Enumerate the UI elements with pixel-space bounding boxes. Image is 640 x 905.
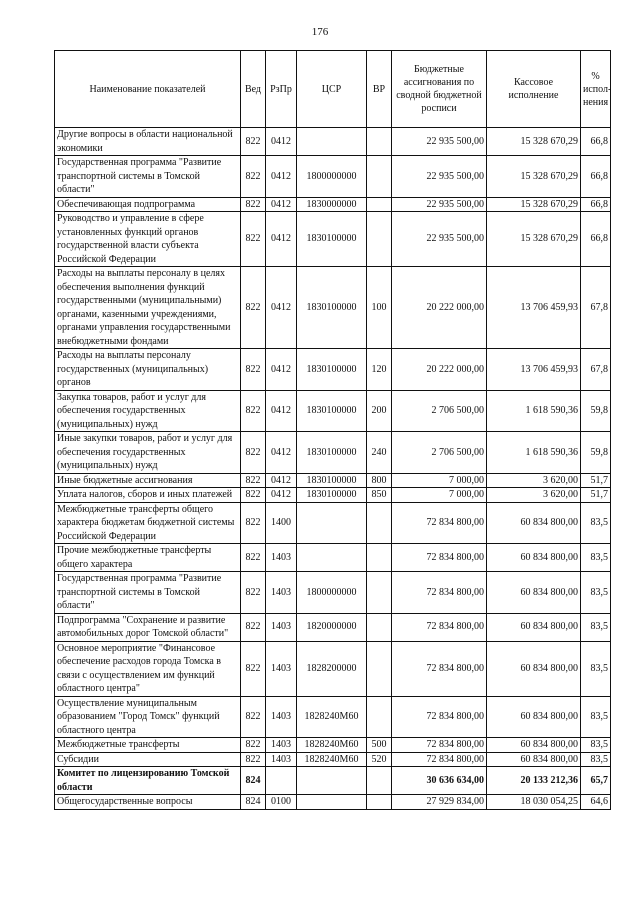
- cell-name: Государственная программа "Развитие транспортной системы в Томской области": [55, 572, 241, 614]
- cell-cash: 60 834 800,00: [487, 752, 581, 767]
- cell-budget: 22 935 500,00: [392, 197, 487, 212]
- cell-cash: 3 620,00: [487, 473, 581, 488]
- cell-name: Подпрограмма "Сохранение и развитие автомобильных дорог Томской области": [55, 613, 241, 641]
- cell-vr: [367, 197, 392, 212]
- header-csr: ЦСР: [297, 51, 367, 128]
- cell-vr: [367, 502, 392, 544]
- cell-percent: 59,8: [581, 390, 611, 432]
- cell-ved: 822: [241, 432, 266, 474]
- cell-name: Межбюджетные трансферты общего характера бюджетам бюджетной системы Российской Федерации: [55, 502, 241, 544]
- cell-csr: 1830100000: [297, 349, 367, 391]
- cell-percent: 83,5: [581, 613, 611, 641]
- cell-vr: 850: [367, 488, 392, 503]
- cell-percent: 83,5: [581, 572, 611, 614]
- cell-cash: 60 834 800,00: [487, 613, 581, 641]
- table-row: [55, 795, 611, 810]
- cell-cash: 13 706 459,93: [487, 267, 581, 349]
- cell-budget: 72 834 800,00: [392, 544, 487, 572]
- cell-name: Осуществление муниципальным образованием "Город Томск" функций областного центра: [55, 696, 241, 738]
- cell-budget: 30 636 634,00: [392, 767, 487, 795]
- cell-rzpr: 0412: [266, 197, 297, 212]
- cell-csr: 1828240М60: [297, 696, 367, 738]
- cell-name: Закупка товаров, работ и услуг для обеспечения государственных (муниципальных) нужд: [55, 390, 241, 432]
- cell-name: Расходы на выплаты персоналу государственных (муниципальных) органов: [55, 349, 241, 391]
- cell-vr: [367, 212, 392, 267]
- cell-ved: 822: [241, 641, 266, 696]
- cell-ved: 822: [241, 738, 266, 753]
- cell-name: Государственная программа "Развитие транспортной системы в Томской области": [55, 156, 241, 198]
- cell-percent: 83,5: [581, 738, 611, 753]
- header-percent: % испол-нения: [581, 51, 611, 128]
- cell-csr: 1830100000: [297, 267, 367, 349]
- cell-rzpr: 1400: [266, 502, 297, 544]
- cell-csr: [297, 502, 367, 544]
- page-number: 176: [311, 26, 329, 38]
- cell-ved: 822: [241, 752, 266, 767]
- header-vr: ВР: [367, 51, 392, 128]
- cell-ved: 822: [241, 613, 266, 641]
- cell-budget: 72 834 800,00: [392, 696, 487, 738]
- cell-cash: 60 834 800,00: [487, 696, 581, 738]
- table-row: [55, 390, 611, 432]
- cell-ved: 824: [241, 795, 266, 810]
- cell-cash: 15 328 670,29: [487, 197, 581, 212]
- cell-percent: 83,5: [581, 544, 611, 572]
- cell-rzpr: 0412: [266, 212, 297, 267]
- table-row: [55, 767, 611, 795]
- cell-csr: 1820000000: [297, 613, 367, 641]
- cell-name: Субсидии: [55, 752, 241, 767]
- cell-rzpr: 0412: [266, 390, 297, 432]
- cell-rzpr: [266, 767, 297, 795]
- header-rzpr: РзПр: [266, 51, 297, 128]
- cell-ved: 822: [241, 488, 266, 503]
- cell-csr: [297, 128, 367, 156]
- cell-name: Обеспечивающая подпрограмма: [55, 197, 241, 212]
- cell-rzpr: 1403: [266, 752, 297, 767]
- cell-vr: 800: [367, 473, 392, 488]
- cell-ved: 822: [241, 390, 266, 432]
- cell-name: Расходы на выплаты персоналу в целях обеспечения выполнения функций государственными (муниципальными) органами, казенными учреждениями, органами управления государственными внебюджетными фондами: [55, 267, 241, 349]
- table-row: [55, 197, 611, 212]
- cell-cash: 1 618 590,36: [487, 432, 581, 474]
- table-row: [55, 752, 611, 767]
- cell-percent: 83,5: [581, 752, 611, 767]
- cell-csr: 1830100000: [297, 488, 367, 503]
- cell-vr: 200: [367, 390, 392, 432]
- cell-cash: 15 328 670,29: [487, 128, 581, 156]
- cell-cash: 60 834 800,00: [487, 572, 581, 614]
- table-row: [55, 156, 611, 198]
- cell-csr: 1830100000: [297, 390, 367, 432]
- cell-percent: 51,7: [581, 488, 611, 503]
- cell-csr: 1828240М60: [297, 752, 367, 767]
- cell-budget: 7 000,00: [392, 473, 487, 488]
- table-row: [55, 488, 611, 503]
- table-header-row: [55, 51, 611, 128]
- table-row: [55, 349, 611, 391]
- cell-vr: [367, 128, 392, 156]
- cell-budget: 7 000,00: [392, 488, 487, 503]
- cell-budget: 72 834 800,00: [392, 572, 487, 614]
- cell-csr: 1830100000: [297, 432, 367, 474]
- cell-name: Иные закупки товаров, работ и услуг для обеспечения государственных (муниципальных) нужд: [55, 432, 241, 474]
- cell-budget: 72 834 800,00: [392, 641, 487, 696]
- cell-ved: 822: [241, 696, 266, 738]
- cell-ved: 822: [241, 473, 266, 488]
- table-row: [55, 128, 611, 156]
- table-row: [55, 502, 611, 544]
- cell-csr: [297, 544, 367, 572]
- cell-rzpr: 0412: [266, 473, 297, 488]
- cell-vr: 520: [367, 752, 392, 767]
- table-row: [55, 696, 611, 738]
- cell-rzpr: 1403: [266, 641, 297, 696]
- cell-csr: 1830100000: [297, 473, 367, 488]
- cell-budget: 22 935 500,00: [392, 212, 487, 267]
- table-row: [55, 738, 611, 753]
- cell-rzpr: 0412: [266, 156, 297, 198]
- cell-csr: 1830000000: [297, 197, 367, 212]
- table-row: [55, 473, 611, 488]
- table-body: [55, 128, 611, 810]
- cell-vr: [367, 795, 392, 810]
- cell-name: Уплата налогов, сборов и иных платежей: [55, 488, 241, 503]
- cell-ved: 822: [241, 128, 266, 156]
- cell-percent: 66,8: [581, 212, 611, 267]
- cell-name: Руководство и управление в сфере установленных функций органов государственной власти субъекта Российской Федерации: [55, 212, 241, 267]
- cell-budget: 72 834 800,00: [392, 752, 487, 767]
- cell-name: Основное мероприятие "Финансовое обеспечение расходов города Томска в связи с осуществлением им функций областного центра": [55, 641, 241, 696]
- cell-percent: 65,7: [581, 767, 611, 795]
- cell-ved: 822: [241, 349, 266, 391]
- cell-rzpr: 0412: [266, 267, 297, 349]
- cell-cash: 20 133 212,36: [487, 767, 581, 795]
- cell-rzpr: 0412: [266, 349, 297, 391]
- cell-percent: 51,7: [581, 473, 611, 488]
- table-row: [55, 267, 611, 349]
- cell-cash: 15 328 670,29: [487, 212, 581, 267]
- cell-budget: 72 834 800,00: [392, 738, 487, 753]
- cell-percent: 66,8: [581, 197, 611, 212]
- cell-ved: 822: [241, 197, 266, 212]
- cell-cash: 60 834 800,00: [487, 544, 581, 572]
- cell-cash: 13 706 459,93: [487, 349, 581, 391]
- cell-cash: 60 834 800,00: [487, 502, 581, 544]
- table-row: [55, 432, 611, 474]
- cell-csr: 1828200000: [297, 641, 367, 696]
- cell-ved: 822: [241, 212, 266, 267]
- cell-rzpr: 1403: [266, 696, 297, 738]
- cell-name: Межбюджетные трансферты: [55, 738, 241, 753]
- table-row: [55, 212, 611, 267]
- cell-rzpr: 0412: [266, 128, 297, 156]
- table-row: [55, 641, 611, 696]
- cell-budget: 2 706 500,00: [392, 390, 487, 432]
- cell-vr: [367, 696, 392, 738]
- cell-csr: 1800000000: [297, 572, 367, 614]
- cell-csr: 1830100000: [297, 212, 367, 267]
- cell-budget: 20 222 000,00: [392, 349, 487, 391]
- cell-percent: 83,5: [581, 696, 611, 738]
- cell-percent: 64,6: [581, 795, 611, 810]
- cell-percent: 83,5: [581, 502, 611, 544]
- cell-percent: 67,8: [581, 267, 611, 349]
- cell-vr: 100: [367, 267, 392, 349]
- cell-percent: 67,8: [581, 349, 611, 391]
- cell-cash: 3 620,00: [487, 488, 581, 503]
- budget-execution-table: [54, 50, 611, 810]
- cell-cash: 18 030 054,25: [487, 795, 581, 810]
- cell-name: Иные бюджетные ассигнования: [55, 473, 241, 488]
- cell-vr: [367, 613, 392, 641]
- cell-rzpr: 0412: [266, 432, 297, 474]
- cell-vr: [367, 156, 392, 198]
- cell-name: Прочие межбюджетные трансферты общего характера: [55, 544, 241, 572]
- cell-rzpr: 1403: [266, 738, 297, 753]
- cell-ved: 822: [241, 502, 266, 544]
- cell-vr: 500: [367, 738, 392, 753]
- cell-vr: [367, 641, 392, 696]
- cell-name: Комитет по лицензированию Томской области: [55, 767, 241, 795]
- cell-csr: [297, 767, 367, 795]
- cell-rzpr: 0100: [266, 795, 297, 810]
- cell-vr: 120: [367, 349, 392, 391]
- cell-csr: [297, 795, 367, 810]
- cell-ved: 822: [241, 156, 266, 198]
- cell-ved: 822: [241, 572, 266, 614]
- cell-rzpr: 1403: [266, 544, 297, 572]
- cell-cash: 60 834 800,00: [487, 738, 581, 753]
- cell-cash: 60 834 800,00: [487, 641, 581, 696]
- table-row: [55, 544, 611, 572]
- cell-rzpr: 1403: [266, 572, 297, 614]
- header-name: Наименование показателей: [55, 51, 241, 128]
- cell-name: Другие вопросы в области национальной экономики: [55, 128, 241, 156]
- cell-cash: 15 328 670,29: [487, 156, 581, 198]
- cell-percent: 83,5: [581, 641, 611, 696]
- cell-ved: 824: [241, 767, 266, 795]
- header-cash: Кассовое исполнение: [487, 51, 581, 128]
- cell-ved: 822: [241, 267, 266, 349]
- header-budget: Бюджетные ассигнования по сводной бюджетной росписи: [392, 51, 487, 128]
- cell-vr: [367, 544, 392, 572]
- cell-percent: 66,8: [581, 156, 611, 198]
- table-row: [55, 572, 611, 614]
- cell-percent: 59,8: [581, 432, 611, 474]
- cell-ved: 822: [241, 544, 266, 572]
- table-row: [55, 613, 611, 641]
- cell-budget: 22 935 500,00: [392, 156, 487, 198]
- cell-budget: 20 222 000,00: [392, 267, 487, 349]
- cell-vr: [367, 572, 392, 614]
- cell-vr: [367, 767, 392, 795]
- cell-rzpr: 1403: [266, 613, 297, 641]
- cell-budget: 27 929 834,00: [392, 795, 487, 810]
- cell-csr: 1800000000: [297, 156, 367, 198]
- cell-budget: 72 834 800,00: [392, 502, 487, 544]
- cell-budget: 2 706 500,00: [392, 432, 487, 474]
- cell-name: Общегосударственные вопросы: [55, 795, 241, 810]
- header-ved: Вед: [241, 51, 266, 128]
- cell-percent: 66,8: [581, 128, 611, 156]
- cell-vr: 240: [367, 432, 392, 474]
- cell-cash: 1 618 590,36: [487, 390, 581, 432]
- cell-csr: 1828240М60: [297, 738, 367, 753]
- cell-budget: 72 834 800,00: [392, 613, 487, 641]
- cell-budget: 22 935 500,00: [392, 128, 487, 156]
- cell-rzpr: 0412: [266, 488, 297, 503]
